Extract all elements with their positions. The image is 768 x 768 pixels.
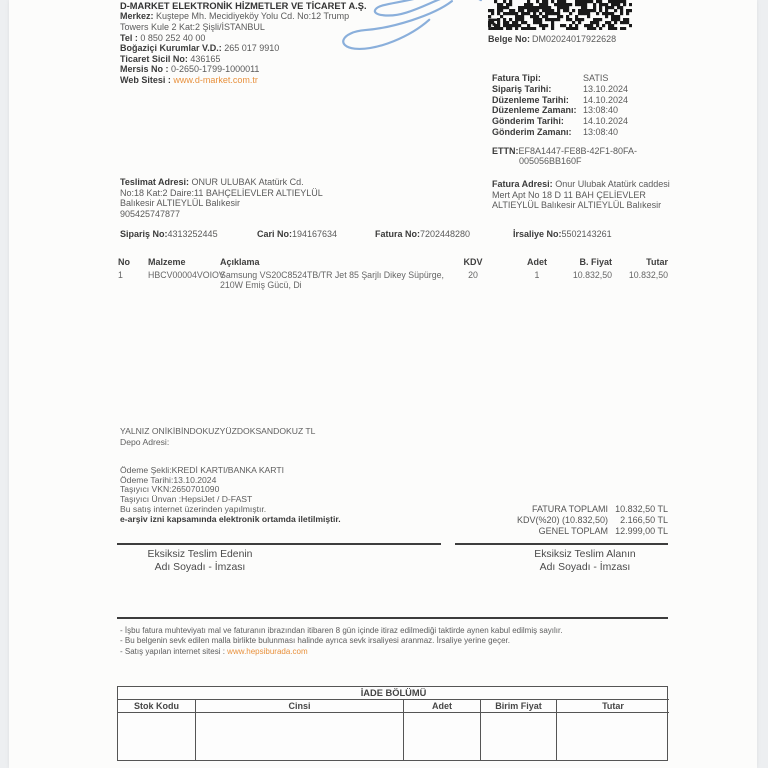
signature-caption-right: Eksiksiz Teslim Alanın Adı Soyadı - İmzası — [534, 549, 636, 573]
seller-tel-line: Tel : 0 850 252 40 00 — [120, 32, 206, 43]
billing-address-line2: Mert Apt No 18 D 11 BAH ÇELİEVLER — [492, 189, 646, 200]
delivery-address-phone: 905425747877 — [120, 208, 181, 219]
meta-row-invoice-type: Fatura Tipi: SATIS — [492, 73, 609, 83]
items-header-bfiyat: B. Fiyat — [579, 257, 612, 267]
seller-address-line: Merkez: Kuştepe Mh. Mecidiyeköy Yolu Cd. No:12 Trump Towers Kule 2 Kat:2 Şişli/İSTANBUL — [120, 11, 350, 32]
internet-sale-note: Bu satış internet üzerinden yapılmıştır. — [120, 503, 267, 514]
document-number-value: DM02024017922628 — [532, 34, 617, 44]
delivery-address-line2: No:18 Kat:2 Daire:11 BAHÇELİEVLER ALTIEYLÜL — [120, 187, 323, 198]
return-section-table — [117, 686, 668, 761]
order-no: Sipariş No:4313252445 — [120, 229, 218, 239]
return-header-cinsi: Cinsi — [196, 700, 404, 713]
seller-traderegistry-line: Ticaret Sicil No: 436165 — [120, 53, 221, 64]
return-header-birim-fiyat: Birim Fiyat — [481, 700, 557, 713]
footer-divider — [117, 617, 668, 619]
items-header-adet: Adet — [527, 257, 547, 267]
return-cell-empty — [196, 713, 404, 760]
ettn-line: ETTN:EF8A1447-FE8B-42F1-80FA-005056BB160F — [492, 146, 638, 167]
signature-line-right — [455, 543, 668, 545]
sale-website-link[interactable]: www.hepsiburada.com — [227, 646, 308, 656]
signature-scribble-image — [330, 0, 485, 62]
totals-block — [420, 504, 668, 537]
payment-date-line: Ödeme Tarihi:13.10.2024 — [120, 474, 217, 485]
waybill-no: İrsaliye No:5502143261 — [513, 229, 612, 239]
seller-mersis-line: Mersis No : 0-2650-1799-1000011 — [120, 64, 260, 75]
seller-website-line: Web Sitesi : www.d-market.com.tr — [120, 74, 258, 85]
return-header-adet: Adet — [404, 700, 481, 713]
meta-row-issue-date: Düzenleme Tarihi: 14.10.2024 — [492, 94, 629, 105]
total-row-grand-total: GENEL TOPLAM 12.999,00 TL — [538, 525, 668, 536]
seller-taxoffice-line: Boğaziçi Kurumlar V.D.: 265 017 9910 — [120, 43, 280, 54]
carrier-vkn-line: Taşıyıcı VKN:2650701090 — [120, 484, 220, 495]
earchive-note: e-arşiv izni kapsamında elektronik ortamda iletilmiştir. — [120, 513, 341, 524]
signature-line-left — [117, 543, 441, 545]
item-row-kdv: 20 — [468, 270, 478, 280]
return-cell-empty — [404, 713, 481, 760]
footnote-2: - Bu belgenin sevk edilen malla birlikte bulunması halinde ayrıca sevk irsaliyesi aranmaz. İrsaliye yerine geçer. — [120, 636, 510, 646]
delivery-address-line1: Teslimat Adresi: ONUR ULUBAK Atatürk Cd. — [120, 177, 304, 187]
total-row-invoice-total: FATURA TOPLAMI 10.832,50 TL — [531, 504, 668, 514]
payment-method-line: Ödeme Şekli:KREDİ KARTI/BANKA KARTI — [120, 465, 284, 475]
item-row-malzeme: HBCV00004VOIOV — [148, 270, 225, 280]
items-header-tutar: Tutar — [646, 257, 668, 267]
items-header-kdv: KDV — [463, 257, 483, 267]
carrier-name-line: Taşıyıcı Ünvan :HepsiJet / D-FAST — [120, 494, 253, 505]
invoice-no: Fatura No:7202448280 — [375, 229, 471, 239]
items-header-aciklama: Açıklama — [220, 257, 260, 267]
account-no: Cari No:194167634 — [257, 229, 338, 239]
total-row-vat: KDV(%20) (10.832,50) 2.166,50 TL — [516, 514, 668, 525]
item-row-bfiyat: 10.832,50 — [572, 270, 612, 280]
billing-address-line3: ALTIEYLÜL Balıkesir ALTIEYLÜL Balıkesir — [492, 200, 662, 210]
seller-website-link[interactable]: www.d-market.com.tr — [173, 74, 258, 85]
item-row-tutar: 10.832,50 — [628, 270, 668, 280]
meta-row-order-date: Sipariş Tarihi: 13.10.2024 — [492, 83, 629, 94]
payment-info-block — [120, 466, 341, 524]
meta-row-issue-time: Düzenleme Zamanı: 13:08:40 — [492, 105, 619, 116]
return-cell-empty — [481, 713, 557, 760]
footnotes-block — [120, 626, 665, 657]
delivery-address-block — [120, 177, 358, 219]
ettn-value: EF8A1447-FE8B-42F1-80FA-005056BB160F — [518, 146, 638, 167]
billing-address-line1: Fatura Adresi: Onur Ulubak Atatürk caddesi — [492, 179, 670, 189]
billing-address-block — [492, 179, 682, 211]
document-barcode-image — [488, 0, 632, 30]
return-header-tutar: Tutar — [557, 700, 669, 713]
items-header-malzeme: Malzeme — [148, 257, 186, 267]
footnote-1: - İşbu fatura muhteviyatı mal ve faturanın ibrazından itibaren 8 gün içinde itiraz edilmediği taktirde aynen kabul edilmiş sayılır. — [120, 626, 563, 635]
return-header-stok-kodu: Stok Kodu — [118, 700, 196, 713]
amount-in-words: YALNIZ ONİKİBİNDOKUZYÜZDOKSANDOKUZ TL — [120, 426, 316, 436]
seller-name: D-MARKET ELEKTRONİK HİZMETLER VE TİCARET A.Ş. — [120, 1, 367, 11]
items-header-no: No — [118, 257, 130, 267]
return-cell-empty — [118, 713, 196, 760]
return-table-title: İADE BÖLÜMÜ — [118, 687, 669, 700]
item-row-adet: 1 — [534, 270, 540, 280]
footnote-3: - Satış yapılan internet sitesi : www.hepsiburada.com — [120, 646, 308, 656]
document-number-line: Belge No: DM02024017922628 — [488, 34, 617, 44]
return-cell-empty — [557, 713, 669, 760]
meta-row-ship-date: Gönderim Tarihi: 14.10.2024 — [492, 116, 629, 127]
meta-row-ship-time: Gönderim Zamanı: 13:08:40 — [492, 126, 619, 137]
delivery-address-line3: Balıkesir ALTIEYLÜL Balıkesir — [120, 198, 241, 208]
depot-address-label: Depo Adresi: — [120, 437, 170, 447]
item-row-aciklama: Samsung VS20C8524TB/TR Jet 85 Şarjlı Dikey Süpürge, 210W Emiş Gücü, Di — [220, 270, 444, 290]
item-row-no: 1 — [118, 270, 123, 280]
signature-caption-left: Eksiksiz Teslim Edenin Adı Soyadı - İmzası — [147, 549, 253, 573]
invoice-meta-block — [492, 73, 682, 138]
